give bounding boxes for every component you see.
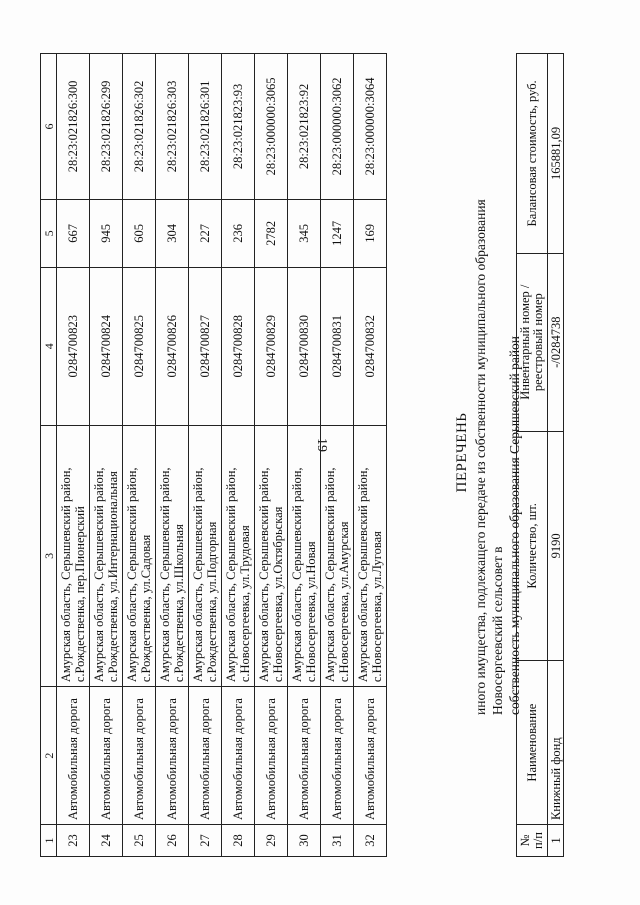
address-line: Амурская область, Серышевский район, [158, 467, 172, 683]
row-number: 30 [288, 825, 321, 857]
address-line: с.Новосергеевка, ул.Новая [304, 541, 318, 683]
column-header-no: № п/п [517, 825, 548, 857]
address-line: Амурская область, Серышевский район, [224, 467, 238, 683]
address-line: Амурская область, Серышевский район, [290, 467, 304, 683]
row-cadastral: 28:23:021826:300 [57, 54, 90, 200]
page-number: 19 [314, 438, 329, 452]
row-cadastral: 28:23:021826:299 [90, 54, 123, 200]
list-title: ПЕРЕЧЕНЬ [454, 412, 470, 493]
property-table [40, 53, 387, 857]
column-header-name: Наименование [517, 661, 548, 825]
table-row [321, 54, 354, 857]
column-header: 2 [41, 687, 57, 825]
table-row [354, 54, 387, 857]
address-line: с.Рождественка, ул.Интернациональная [106, 471, 120, 683]
row-value: 945 [90, 199, 123, 267]
address-line: с.Новосергеевка, ул.Трудовая [238, 525, 252, 683]
address-line: Амурская область, Серышевский район, [323, 467, 337, 683]
row-cadastral: 28:23:021826:302 [123, 54, 156, 200]
row-value: 236 [222, 199, 255, 267]
address-line: с.Рождественка, ул.Подгорная [205, 521, 219, 683]
row-number: 27 [189, 825, 222, 857]
row-value: 1247 [321, 199, 354, 267]
table-header-row [41, 54, 57, 857]
address-line: Амурская область, Серышевский район, [257, 467, 271, 683]
row-code: 0284700831 [321, 267, 354, 425]
subtitle-line-1: иного имущества, подлежащего передаче из собственности муниципального образования Новосергеевский сельсовет в [473, 199, 505, 715]
row-name: Автомобильная дорога [90, 687, 123, 825]
table-row [90, 54, 123, 857]
column-header-balance: Балансовая стоимость, руб. [517, 54, 548, 254]
row-name: Автомобильная дорога [222, 687, 255, 825]
row-name: Автомобильная дорога [321, 687, 354, 825]
row-code: 0284700823 [57, 267, 90, 425]
table-row [222, 54, 255, 857]
row-address [255, 425, 288, 687]
row-code: 0284700830 [288, 267, 321, 425]
row-address [288, 425, 321, 687]
address-line: с.Рождественка, ул.Школьная [172, 524, 186, 683]
row-name: Автомобильная дорога [123, 687, 156, 825]
row-code: 0284700832 [354, 267, 387, 425]
row-address [57, 425, 90, 687]
column-header-quantity: Количество, шт. [517, 431, 548, 661]
address-line: Амурская область, Серышевский район, [125, 467, 139, 683]
row-name: Книжный фонд [548, 661, 564, 825]
address-line: Амурская область, Серышевский район, [191, 467, 205, 683]
row-value: 2782 [255, 199, 288, 267]
row-name: Автомобильная дорога [189, 687, 222, 825]
column-header: 3 [41, 425, 57, 687]
row-cadastral: 28:23:021826:303 [156, 54, 189, 200]
row-address [189, 425, 222, 687]
address-line: Амурская область, Серышевский район, [92, 467, 106, 683]
row-quantity: 9190 [548, 431, 564, 661]
column-header: 1 [41, 825, 57, 857]
transfer-list-table [516, 53, 564, 857]
row-name: Автомобильная дорога [57, 687, 90, 825]
table-row [255, 54, 288, 857]
table-row [156, 54, 189, 857]
row-cadastral: 28:23:000000:3065 [255, 54, 288, 200]
row-number: 1 [548, 825, 564, 857]
address-line: с.Новосергеевка, ул.Луговая [370, 531, 384, 683]
row-address [156, 425, 189, 687]
table-row [123, 54, 156, 857]
row-cadastral: 28:23:000000:3064 [354, 54, 387, 200]
row-value: 345 [288, 199, 321, 267]
row-address [354, 425, 387, 687]
row-code: 0284700829 [255, 267, 288, 425]
row-cadastral: 28:23:021823:93 [222, 54, 255, 200]
row-number: 25 [123, 825, 156, 857]
row-value: 667 [57, 199, 90, 267]
address-line: с.Рождественка, ул.Садовая [139, 534, 153, 683]
row-cadastral: 28:23:000000:3062 [321, 54, 354, 200]
row-name: Автомобильная дорога [354, 687, 387, 825]
row-value: 605 [123, 199, 156, 267]
row-number: 24 [90, 825, 123, 857]
table-row [548, 54, 564, 857]
address-line: с.Рождественка, пер.Пионерский [73, 506, 87, 683]
row-name: Автомобильная дорога [255, 687, 288, 825]
row-address [222, 425, 255, 687]
row-number: 26 [156, 825, 189, 857]
table-row [189, 54, 222, 857]
row-cadastral: 28:23:021823:92 [288, 54, 321, 200]
address-line: Амурская область, Серышевский район, [356, 467, 370, 683]
row-number: 31 [321, 825, 354, 857]
column-header: 6 [41, 54, 57, 200]
address-line: с.Новосергеевка, ул.Амурская [337, 521, 351, 683]
row-value: 227 [189, 199, 222, 267]
row-number: 23 [57, 825, 90, 857]
row-address [321, 425, 354, 687]
row-address [90, 425, 123, 687]
column-header: 5 [41, 199, 57, 267]
row-number: 29 [255, 825, 288, 857]
table-header-row [517, 54, 548, 857]
row-number: 28 [222, 825, 255, 857]
column-header-inventory: Инвентарный номер / реестровый номер [517, 253, 548, 431]
row-code: 0284700826 [156, 267, 189, 425]
address-line: с.Новосергеевка, ул.Октябрьская [271, 506, 285, 683]
table-row [288, 54, 321, 857]
row-code: 0284700827 [189, 267, 222, 425]
row-balance: 165881,09 [548, 54, 564, 254]
table-row [57, 54, 90, 857]
row-code: 0284700825 [123, 267, 156, 425]
address-line: Амурская область, Серышевский район, [59, 467, 73, 683]
row-value: 304 [156, 199, 189, 267]
row-name: Автомобильная дорога [288, 687, 321, 825]
column-header: 4 [41, 267, 57, 425]
subtitle-line-2: собственность муниципального образования Серышевский район [507, 335, 522, 715]
row-inventory: -/0284738 [548, 253, 564, 431]
row-address [123, 425, 156, 687]
row-number: 32 [354, 825, 387, 857]
row-cadastral: 28:23:021826:301 [189, 54, 222, 200]
row-code: 0284700824 [90, 267, 123, 425]
row-name: Автомобильная дорога [156, 687, 189, 825]
row-value: 169 [354, 199, 387, 267]
row-code: 0284700828 [222, 267, 255, 425]
